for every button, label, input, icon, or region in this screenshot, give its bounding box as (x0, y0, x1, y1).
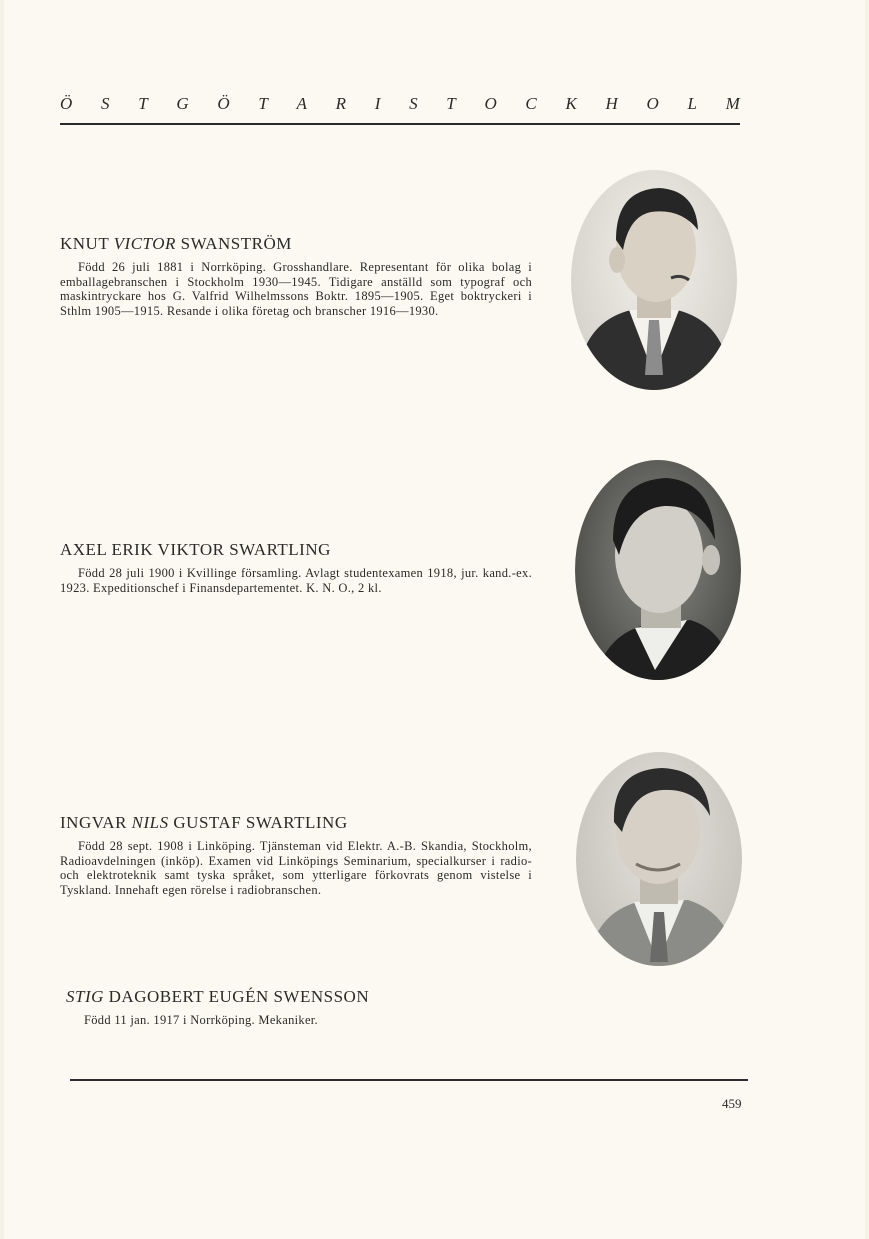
running-head-letter: Ö (217, 94, 230, 113)
name-part: INGVAR (60, 813, 132, 832)
running-head-letter: G (176, 94, 189, 113)
running-head-letter: M (725, 94, 740, 113)
name-part: AXEL ERIK VIKTOR SWARTLING (60, 540, 331, 559)
person-name (66, 987, 538, 1007)
running-head-letter: A (296, 94, 307, 113)
document-page (4, 0, 865, 1239)
running-head-letter: K (565, 94, 577, 113)
biography-entry (66, 987, 538, 1028)
running-head-letter: T (138, 94, 148, 113)
page-number: 459 (722, 1096, 742, 1111)
running-head-letter: S (409, 94, 418, 113)
running-head-letter: S (100, 94, 110, 113)
biography-text: Född 28 juli 1900 i Kvillinge församling. Avlagt studentexamen 1918, jur. kand.-ex. 1923. Expeditionschef i Finansdepartementet. K. N. O., 2 kl. (60, 566, 532, 595)
portrait-photo (576, 752, 742, 966)
running-head-letter: Ö (60, 94, 73, 113)
name-part: VICTOR (113, 234, 176, 253)
person-name (60, 234, 532, 254)
portrait-photo (575, 460, 741, 680)
running-head-letter: O (484, 94, 497, 113)
footer-rule (70, 1079, 748, 1081)
running-head-letter: T (446, 94, 456, 113)
biography-entry (60, 813, 532, 897)
name-part: NILS (131, 813, 169, 832)
running-head-letter: H (605, 94, 618, 113)
name-part: KNUT (60, 234, 114, 253)
biography-entry (60, 540, 532, 595)
running-head-letter: I (374, 94, 381, 113)
name-part: GUSTAF SWARTLING (168, 813, 348, 832)
header-rule (60, 123, 740, 125)
person-name (60, 540, 532, 560)
biography-text: Född 26 juli 1881 i Norrköping. Grosshandlare. Representant för olika bolag i emballagebranschen i Stockholm 1930—1945. Tidigare anställd som typograf och maskintryckare hos G. Valfrid Wilhelmssons Boktr. 1895—1905. Eget boktryckeri i Sthlm 1905—1915. Resande i olika företag och branscher 1916—1930. (60, 260, 532, 318)
running-head-letter: R (335, 94, 346, 113)
person-name (60, 813, 532, 833)
biography-text: Född 28 sept. 1908 i Linköping. Tjänsteman vid Elektr. A.-B. Skandia, Stockholm, Radioavdelningen (inköp). Examen vid Linköpings Seminarium, specialkurser i radio- och elektroteknik samt tyska språket, som ytterligare förkovrats genom vistelse i Tyskland. Innehaft egen rörelse i radiobranschen. (60, 839, 532, 897)
name-part: SWANSTRÖM (175, 234, 292, 253)
portrait-photo (571, 170, 737, 390)
portrait-photo-icon (575, 460, 741, 680)
portrait-photo-icon (576, 752, 742, 966)
biography-entry (60, 234, 532, 318)
portrait-photo-icon (571, 170, 737, 390)
running-head-letter: O (646, 94, 659, 113)
name-part: STIG (66, 987, 104, 1006)
biography-text: Född 11 jan. 1917 i Norrköping. Mekaniker. (84, 1013, 318, 1027)
running-head-letter: C (525, 94, 537, 113)
running-head-letter: T (258, 94, 268, 113)
running-head-letter: L (687, 94, 697, 113)
name-part: DAGOBERT EUGÉN SWENSSON (103, 987, 370, 1006)
running-head (60, 94, 740, 114)
